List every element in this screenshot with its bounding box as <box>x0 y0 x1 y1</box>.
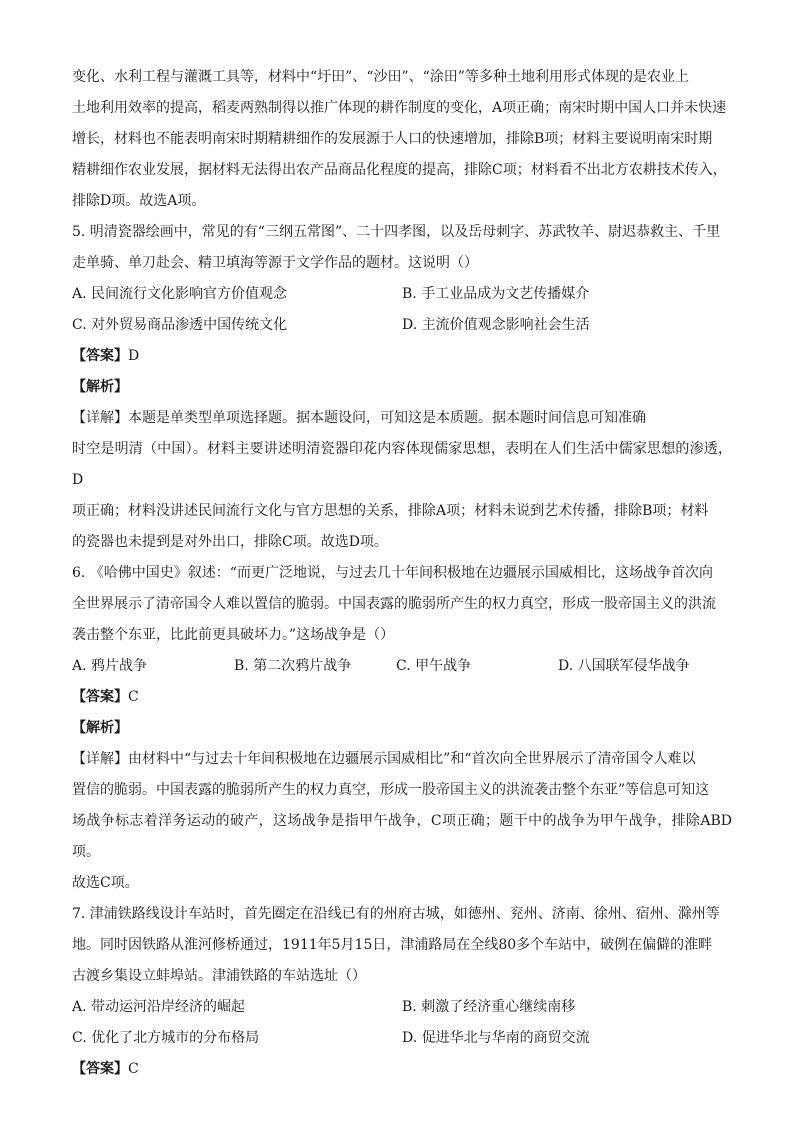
analysis-line <box>72 713 732 744</box>
previous-explanation-continuation <box>72 62 732 217</box>
question-stem-line: 6. 《哈佛中国史》叙述：“而更广泛地说，与过去几十年间积极地在边疆展示国威相比，这场战争首次向 <box>72 565 713 581</box>
detail-line: 时空是明清（中国）。材料主要讲述明清瓷器印花内容体现儒家思想，表明在人们生活中儒家思想的渗透，D <box>72 441 732 488</box>
answer-value: D <box>128 348 140 364</box>
question-stem-line: 走单骑、单刀赴会、精卫填海等源于文学作品的题材。这说明（） <box>72 255 478 271</box>
options-list <box>72 279 732 341</box>
option-a: A. 鸦片战争 <box>72 658 148 674</box>
question-stem-line: 古渡乡集设立蚌埠站。津浦铁路的车站选址（） <box>72 968 366 984</box>
question-stem-line: 7. 津浦铁路线设计车站时，首先圈定在沿线已有的州府古城，如德州、兖州、济南、徐州、宿州、滁州等 <box>72 906 720 922</box>
answer-value: C <box>128 689 139 705</box>
detail-line: 项正确；材料没讲述民间流行文化与官方思想的关系，排除A项；材料未说到艺术传播，排除B项；材料 <box>72 503 709 519</box>
detail-line: 的瓷器也未提到是对外出口，排除C项。故选D项。 <box>72 534 388 550</box>
answer-label: 【答案】 <box>72 348 128 364</box>
analysis-label: 【解析】 <box>72 720 128 736</box>
analysis-line <box>72 372 732 403</box>
question-stem-line: 5. 明清瓷器绘画中，常见的有“三纲五常图”、二十四孝图，以及岳母刺字、苏武牧羊、尉迟恭救主、千里 <box>72 224 721 240</box>
answer-value: C <box>128 1061 139 1077</box>
detail-line: 场战争标志着洋务运动的破产，这场战争是指甲午战争，C项正确；题干中的战争为甲午战争，排除ABD项。 <box>72 813 732 860</box>
detail-line: 故选C项。 <box>72 875 139 891</box>
detail-line: 【详解】由材料中“与过去十年间积极地在边疆展示国威相比”和“首次向全世界展示了清帝国令人难以 <box>72 751 696 767</box>
question-6 <box>72 558 732 899</box>
option-d: D. 促进华北与华南的商贸交流 <box>402 1030 590 1046</box>
document-page <box>72 62 732 1085</box>
option-b: B. 第二次鸦片战争 <box>234 658 352 674</box>
answer-label: 【答案】 <box>72 689 128 705</box>
text-line: 增长，材料也不能表明南宋时期精耕细作的发展源于人口的快速增加，排除B项；材料主要说明南宋时期 <box>72 131 713 147</box>
option-c: C. 对外贸易商品渗透中国传统文化 <box>72 317 288 333</box>
option-b: B. 刺激了经济重心继续南移 <box>402 999 576 1015</box>
option-a: A. 带动运河沿岸经济的崛起 <box>72 999 246 1015</box>
question-stem-line: 全世界展示了清帝国令人难以置信的脆弱。中国表露的脆弱所产生的权力真空，形成一股帝国主义的洪流 <box>72 596 716 612</box>
detail-line: 置信的脆弱。中国表露的脆弱所产生的权力真空，形成一股帝国主义的洪流袭击整个东亚”等信息可知这 <box>72 782 710 798</box>
answer-label: 【答案】 <box>72 1061 128 1077</box>
option-a: A. 民间流行文化影响官方价值观念 <box>72 286 288 302</box>
detail-line: 【详解】本题是单类型单项选择题。据本题设问，可知这是本质题。据本题时间信息可知准确 <box>72 410 646 426</box>
options-list <box>72 651 732 682</box>
option-d: D. 主流价值观念影响社会生活 <box>402 317 590 333</box>
option-c: C. 甲午战争 <box>396 658 472 674</box>
option-d: D. 八国联军侵华战争 <box>558 658 690 674</box>
text-line: 精耕细作农业发展，据材料无法得出农产品商品化程度的提高，排除C项；材料看不出北方农耕技术传入， <box>72 162 727 178</box>
options-list <box>72 992 732 1054</box>
answer-line <box>72 341 732 372</box>
question-stem-line: 袭击整个东亚，比此前更具破坏力。”这场战争是（） <box>72 627 395 643</box>
text-line: 土地利用效率的提高，稻麦两熟制得以推广体现的耕作制度的变化，A项正确；南宋时期中国人口并未快速 <box>72 100 727 116</box>
answer-line <box>72 682 732 713</box>
option-c: C. 优化了北方城市的分布格局 <box>72 1030 260 1046</box>
question-5 <box>72 217 732 558</box>
question-7 <box>72 899 732 1085</box>
text-line: 排除D项。故选A项。 <box>72 193 206 209</box>
text-line: 变化、水利工程与灌溉工具等，材料中“圩田”、“沙田”、“涂田”等多种土地利用形式体现的是农业上 <box>72 69 689 85</box>
question-stem-line: 地。同时因铁路从淮河修桥通过，1911年5月15日，津浦路局在全线80多个车站中，破例在偏僻的淮畔 <box>72 937 713 953</box>
option-b: B. 手工业品成为文艺传播媒介 <box>402 286 590 302</box>
answer-line <box>72 1054 732 1085</box>
analysis-label: 【解析】 <box>72 379 128 395</box>
